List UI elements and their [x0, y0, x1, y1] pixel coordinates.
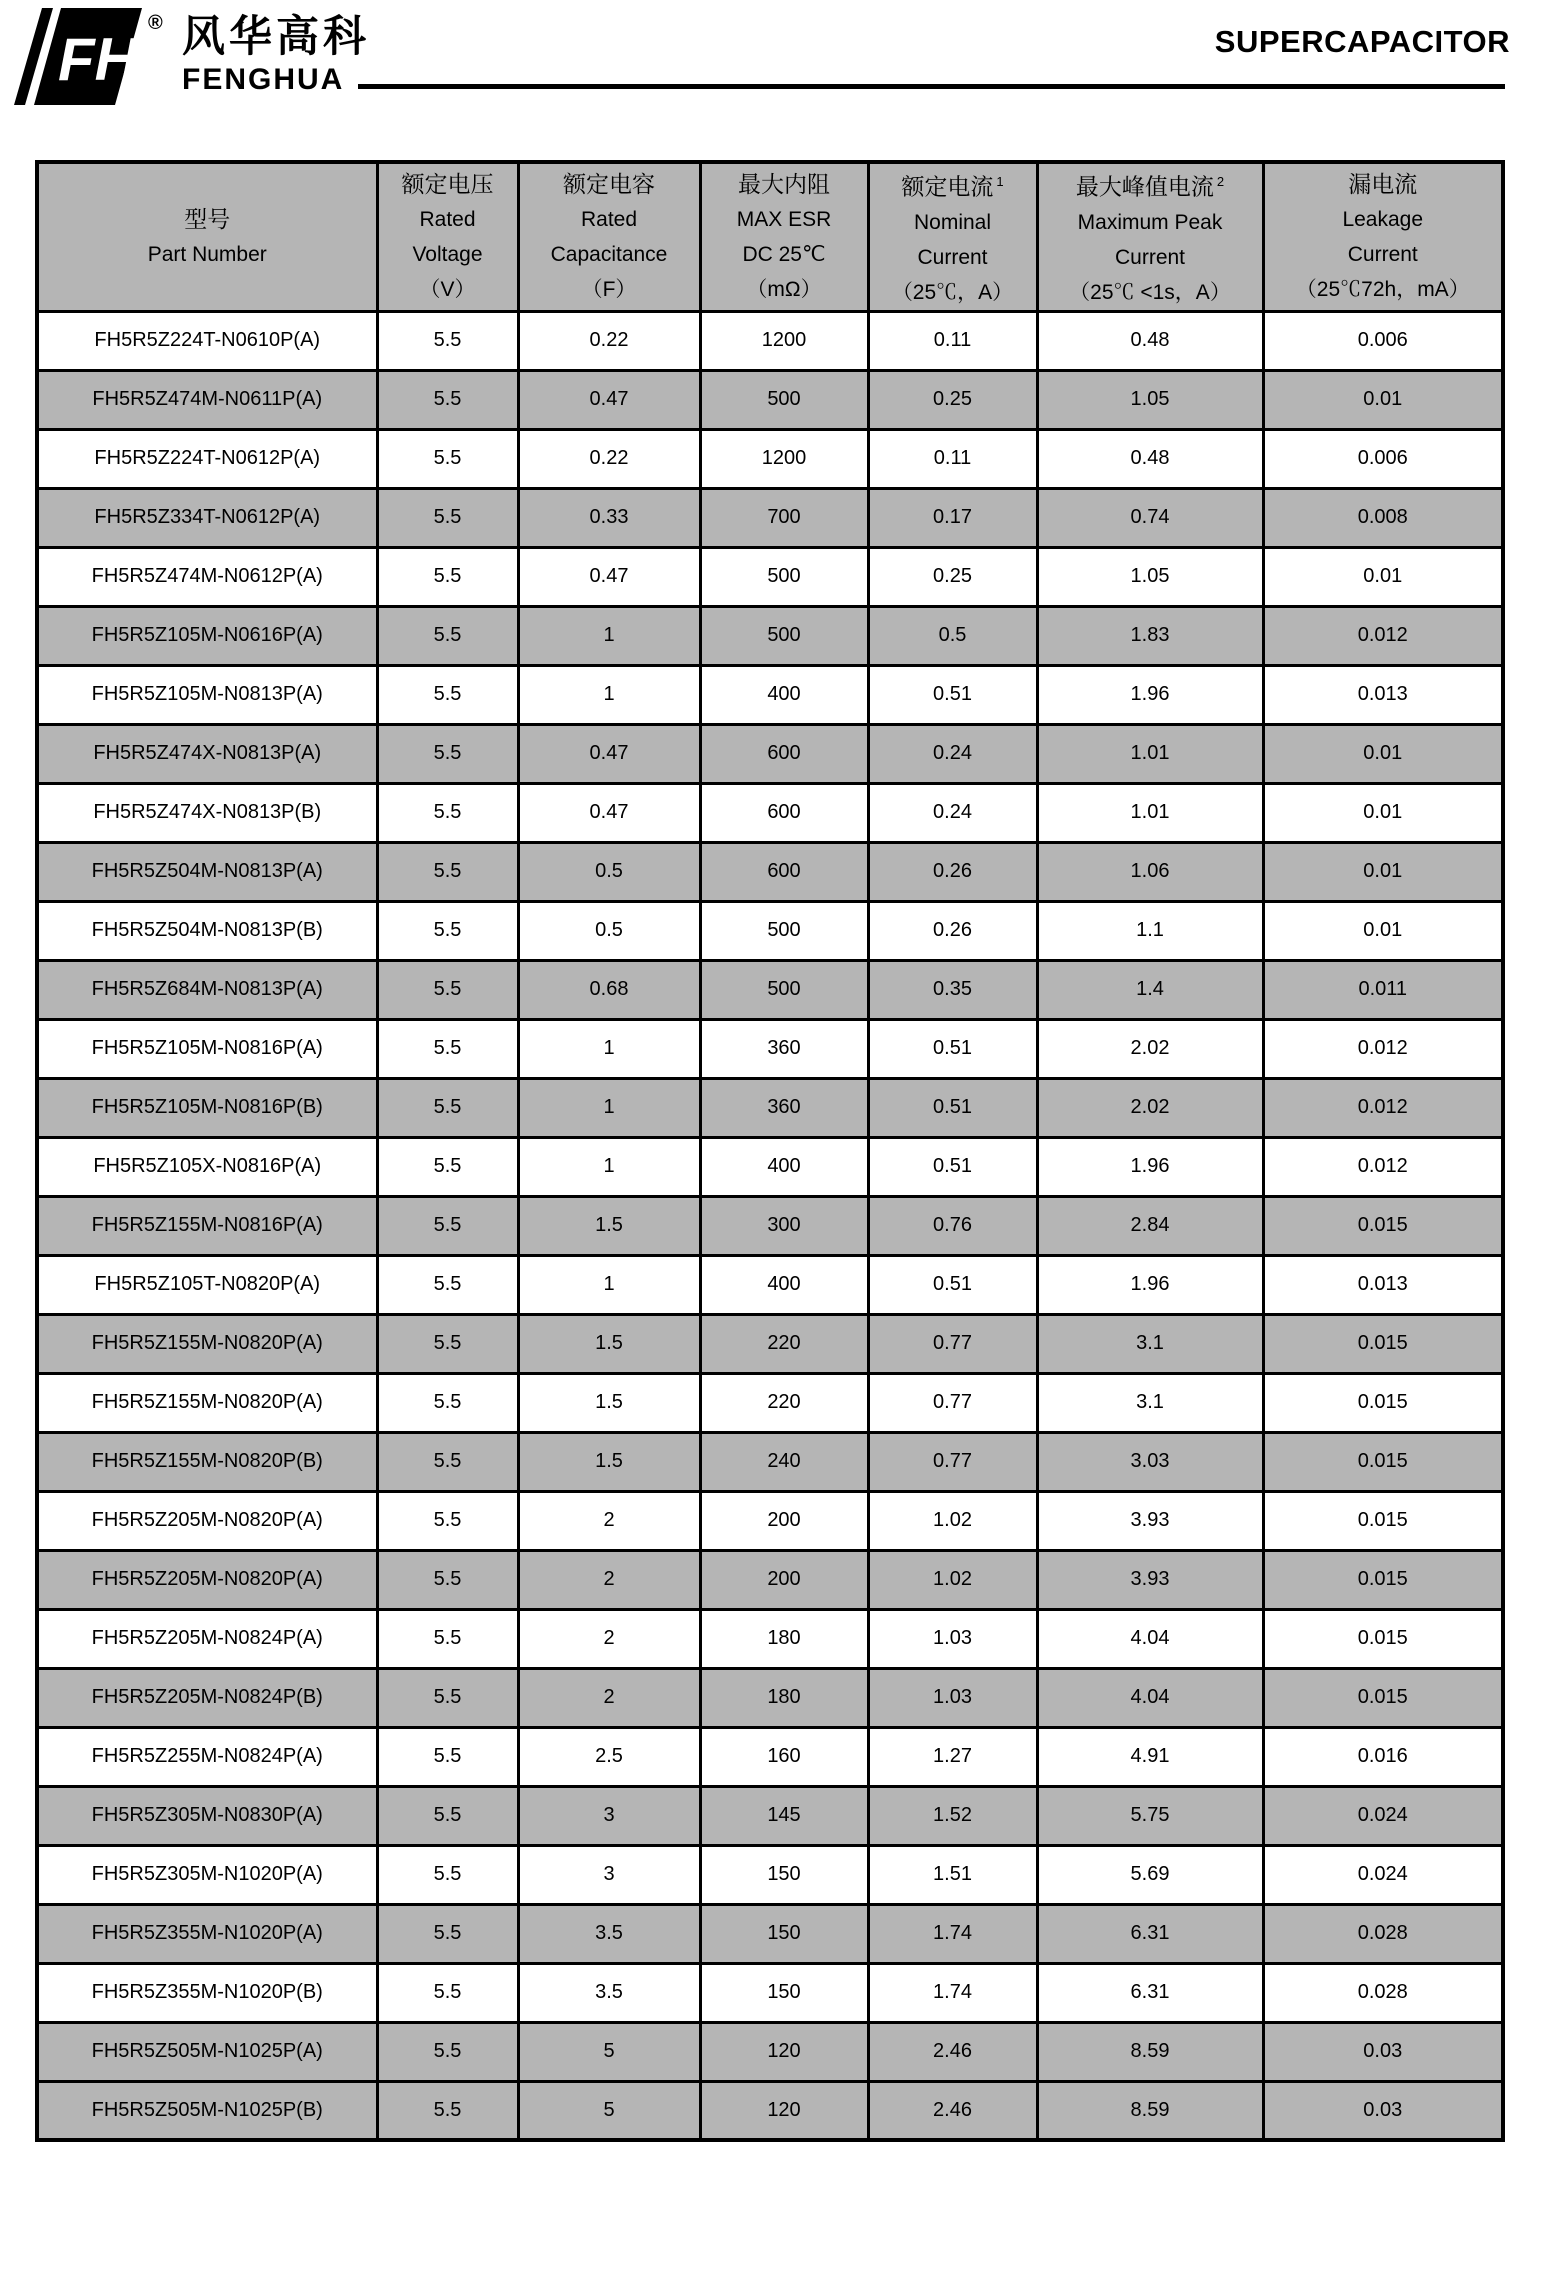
table-row — [37, 783, 1503, 842]
value-cell-max-peak-current: 4.04 — [1037, 1668, 1263, 1727]
value-cell-nominal-current: 0.24 — [868, 783, 1037, 842]
value-cell-nominal-current: 2.46 — [868, 2022, 1037, 2081]
part-number-cell: FH5R5Z474M-N0612P(A) — [37, 547, 377, 606]
value-cell-leakage-current: 0.015 — [1263, 1668, 1503, 1727]
value-cell-rated-voltage: 5.5 — [377, 1019, 518, 1078]
value-cell-leakage-current: 0.015 — [1263, 1432, 1503, 1491]
value-cell-max-peak-current: 3.93 — [1037, 1491, 1263, 1550]
value-cell-rated-voltage: 5.5 — [377, 901, 518, 960]
value-cell-leakage-current: 0.013 — [1263, 1255, 1503, 1314]
value-cell-rated-capacitance: 1.5 — [518, 1314, 700, 1373]
part-number-cell: FH5R5Z105X-N0816P(A) — [37, 1137, 377, 1196]
value-cell-leakage-current: 0.015 — [1263, 1196, 1503, 1255]
header-divider-rule — [358, 84, 1505, 89]
value-cell-nominal-current: 0.76 — [868, 1196, 1037, 1255]
value-cell-max-peak-current: 3.03 — [1037, 1432, 1263, 1491]
value-cell-max-peak-current: 3.1 — [1037, 1373, 1263, 1432]
brand-text — [182, 12, 370, 97]
table-row — [37, 1373, 1503, 1432]
value-cell-rated-voltage: 5.5 — [377, 1786, 518, 1845]
value-cell-max-esr: 360 — [700, 1078, 868, 1137]
value-cell-leakage-current: 0.015 — [1263, 1314, 1503, 1373]
table-row — [37, 606, 1503, 665]
value-cell-leakage-current: 0.011 — [1263, 960, 1503, 1019]
part-number-cell: FH5R5Z505M-N1025P(B) — [37, 2081, 377, 2140]
value-cell-leakage-current: 0.006 — [1263, 429, 1503, 488]
table-row — [37, 724, 1503, 783]
table-header — [37, 162, 1503, 311]
value-cell-max-esr: 700 — [700, 488, 868, 547]
part-number-cell: FH5R5Z155M-N0820P(A) — [37, 1373, 377, 1432]
table-row — [37, 1019, 1503, 1078]
value-cell-max-peak-current: 1.1 — [1037, 901, 1263, 960]
value-cell-leakage-current: 0.006 — [1263, 311, 1503, 370]
value-cell-leakage-current: 0.01 — [1263, 783, 1503, 842]
value-cell-leakage-current: 0.01 — [1263, 547, 1503, 606]
value-cell-rated-capacitance: 2 — [518, 1668, 700, 1727]
logo-monogram-text: FH — [58, 26, 138, 93]
value-cell-leakage-current: 0.012 — [1263, 1137, 1503, 1196]
value-cell-rated-capacitance: 2 — [518, 1491, 700, 1550]
column-header-rated-voltage: 额定电压 Rated Voltage （V） — [377, 162, 518, 311]
value-cell-max-esr: 1200 — [700, 311, 868, 370]
fenghua-logo-mark — [12, 8, 142, 106]
value-cell-max-esr: 500 — [700, 960, 868, 1019]
value-cell-rated-voltage: 5.5 — [377, 842, 518, 901]
part-number-cell: FH5R5Z105M-N0813P(A) — [37, 665, 377, 724]
value-cell-max-esr: 600 — [700, 783, 868, 842]
column-header-leakage-current: 漏电流 Leakage Current （25℃72h，mA） — [1263, 162, 1503, 311]
value-cell-max-esr: 500 — [700, 901, 868, 960]
value-cell-rated-voltage: 5.5 — [377, 1491, 518, 1550]
value-cell-rated-capacitance: 3 — [518, 1786, 700, 1845]
value-cell-max-peak-current: 1.06 — [1037, 842, 1263, 901]
value-cell-rated-capacitance: 1 — [518, 1137, 700, 1196]
value-cell-rated-voltage: 5.5 — [377, 311, 518, 370]
value-cell-leakage-current: 0.01 — [1263, 901, 1503, 960]
value-cell-max-peak-current: 5.75 — [1037, 1786, 1263, 1845]
value-cell-nominal-current: 1.74 — [868, 1904, 1037, 1963]
value-cell-max-esr: 150 — [700, 1963, 868, 2022]
table-row — [37, 429, 1503, 488]
value-cell-max-peak-current: 2.02 — [1037, 1078, 1263, 1137]
part-number-cell: FH5R5Z224T-N0612P(A) — [37, 429, 377, 488]
value-cell-nominal-current: 0.77 — [868, 1314, 1037, 1373]
value-cell-rated-capacitance: 2 — [518, 1550, 700, 1609]
value-cell-rated-capacitance: 1.5 — [518, 1196, 700, 1255]
table-header-row — [37, 162, 1503, 311]
value-cell-max-peak-current: 2.84 — [1037, 1196, 1263, 1255]
value-cell-rated-capacitance: 1 — [518, 1078, 700, 1137]
value-cell-rated-voltage: 5.5 — [377, 370, 518, 429]
value-cell-nominal-current: 1.03 — [868, 1609, 1037, 1668]
value-cell-max-peak-current: 1.01 — [1037, 783, 1263, 842]
value-cell-max-esr: 500 — [700, 370, 868, 429]
page-title: SUPERCAPACITOR — [1214, 24, 1510, 59]
value-cell-max-esr: 150 — [700, 1904, 868, 1963]
value-cell-rated-capacitance: 0.47 — [518, 783, 700, 842]
value-cell-rated-voltage: 5.5 — [377, 1550, 518, 1609]
value-cell-max-esr: 160 — [700, 1727, 868, 1786]
table-row — [37, 1609, 1503, 1668]
value-cell-max-esr: 200 — [700, 1491, 868, 1550]
table-row — [37, 665, 1503, 724]
value-cell-nominal-current: 1.27 — [868, 1727, 1037, 1786]
value-cell-rated-capacitance: 2.5 — [518, 1727, 700, 1786]
value-cell-max-peak-current: 3.93 — [1037, 1550, 1263, 1609]
fenghua-logo — [12, 6, 442, 114]
value-cell-max-esr: 120 — [700, 2081, 868, 2140]
value-cell-leakage-current: 0.024 — [1263, 1786, 1503, 1845]
column-header-max-peak-current: 最大峰值电流 $^2$ Maximum Peak Current （25℃ <1s，A） — [1037, 162, 1263, 311]
value-cell-nominal-current: 0.26 — [868, 901, 1037, 960]
value-cell-nominal-current: 0.51 — [868, 1078, 1037, 1137]
column-header-max-esr: 最大内阻 MAX ESR DC 25℃ （mΩ） — [700, 162, 868, 311]
value-cell-max-peak-current: 0.48 — [1037, 311, 1263, 370]
table-row — [37, 1727, 1503, 1786]
part-number-cell: FH5R5Z105M-N0816P(A) — [37, 1019, 377, 1078]
value-cell-nominal-current: 0.51 — [868, 665, 1037, 724]
value-cell-rated-voltage: 5.5 — [377, 1314, 518, 1373]
value-cell-rated-capacitance: 1 — [518, 1019, 700, 1078]
value-cell-max-esr: 220 — [700, 1314, 868, 1373]
part-number-cell: FH5R5Z474X-N0813P(A) — [37, 724, 377, 783]
value-cell-nominal-current: 0.51 — [868, 1255, 1037, 1314]
value-cell-leakage-current: 0.03 — [1263, 2081, 1503, 2140]
table-row — [37, 1491, 1503, 1550]
value-cell-max-peak-current: 1.05 — [1037, 547, 1263, 606]
value-cell-nominal-current: 2.46 — [868, 2081, 1037, 2140]
part-number-cell: FH5R5Z334T-N0612P(A) — [37, 488, 377, 547]
value-cell-rated-capacitance: 5 — [518, 2022, 700, 2081]
part-number-cell: FH5R5Z155M-N0816P(A) — [37, 1196, 377, 1255]
value-cell-rated-voltage: 5.5 — [377, 1609, 518, 1668]
value-cell-nominal-current: 1.02 — [868, 1550, 1037, 1609]
value-cell-leakage-current: 0.012 — [1263, 606, 1503, 665]
table-row — [37, 901, 1503, 960]
value-cell-leakage-current: 0.01 — [1263, 370, 1503, 429]
value-cell-max-esr: 400 — [700, 1137, 868, 1196]
table-row — [37, 842, 1503, 901]
value-cell-rated-capacitance: 0.47 — [518, 547, 700, 606]
value-cell-max-esr: 200 — [700, 1550, 868, 1609]
value-cell-rated-capacitance: 0.33 — [518, 488, 700, 547]
value-cell-max-esr: 180 — [700, 1668, 868, 1727]
part-number-cell: FH5R5Z205M-N0824P(B) — [37, 1668, 377, 1727]
value-cell-max-peak-current: 1.96 — [1037, 1137, 1263, 1196]
value-cell-rated-voltage: 5.5 — [377, 547, 518, 606]
table-row — [37, 488, 1503, 547]
table-row — [37, 1963, 1503, 2022]
value-cell-max-peak-current: 0.48 — [1037, 429, 1263, 488]
part-number-cell: FH5R5Z474M-N0611P(A) — [37, 370, 377, 429]
value-cell-max-esr: 145 — [700, 1786, 868, 1845]
value-cell-max-peak-current: 0.74 — [1037, 488, 1263, 547]
part-number-cell: FH5R5Z155M-N0820P(B) — [37, 1432, 377, 1491]
brand-name-chinese: 风华高科 — [182, 13, 370, 61]
table-row — [37, 1255, 1503, 1314]
column-header-nominal-current: 额定电流 $^1$ Nominal Current （25℃，A） — [868, 162, 1037, 311]
table-row — [37, 311, 1503, 370]
value-cell-max-esr: 120 — [700, 2022, 868, 2081]
value-cell-leakage-current: 0.03 — [1263, 2022, 1503, 2081]
part-number-cell: FH5R5Z224T-N0610P(A) — [37, 311, 377, 370]
brand-name-latin: FENGHUA — [182, 63, 345, 96]
value-cell-rated-voltage: 5.5 — [377, 1904, 518, 1963]
value-cell-rated-voltage: 5.5 — [377, 1432, 518, 1491]
value-cell-nominal-current: 0.51 — [868, 1137, 1037, 1196]
value-cell-max-esr: 600 — [700, 724, 868, 783]
value-cell-rated-capacitance: 1 — [518, 1255, 700, 1314]
page-header — [0, 0, 1543, 160]
table-row — [37, 960, 1503, 1019]
value-cell-max-esr: 240 — [700, 1432, 868, 1491]
value-cell-rated-capacitance: 5 — [518, 2081, 700, 2140]
value-cell-rated-capacitance: 0.47 — [518, 370, 700, 429]
part-number-cell: FH5R5Z474X-N0813P(B) — [37, 783, 377, 842]
value-cell-rated-voltage: 5.5 — [377, 2022, 518, 2081]
value-cell-leakage-current: 0.01 — [1263, 842, 1503, 901]
value-cell-rated-voltage: 5.5 — [377, 606, 518, 665]
table-row — [37, 1196, 1503, 1255]
value-cell-rated-voltage: 5.5 — [377, 1373, 518, 1432]
value-cell-leakage-current: 0.012 — [1263, 1019, 1503, 1078]
value-cell-rated-voltage: 5.5 — [377, 1727, 518, 1786]
value-cell-nominal-current: 0.5 — [868, 606, 1037, 665]
value-cell-nominal-current: 0.17 — [868, 488, 1037, 547]
value-cell-max-esr: 500 — [700, 606, 868, 665]
value-cell-rated-capacitance: 3 — [518, 1845, 700, 1904]
table-row — [37, 2022, 1503, 2081]
value-cell-max-peak-current: 4.91 — [1037, 1727, 1263, 1786]
value-cell-max-peak-current: 1.4 — [1037, 960, 1263, 1019]
value-cell-rated-voltage: 5.5 — [377, 1196, 518, 1255]
table-row — [37, 1550, 1503, 1609]
table-row — [37, 1314, 1503, 1373]
value-cell-nominal-current: 0.35 — [868, 960, 1037, 1019]
table-row — [37, 1668, 1503, 1727]
value-cell-leakage-current: 0.008 — [1263, 488, 1503, 547]
value-cell-max-peak-current: 1.96 — [1037, 665, 1263, 724]
table-row — [37, 1137, 1503, 1196]
part-number-cell: FH5R5Z355M-N1020P(B) — [37, 1963, 377, 2022]
value-cell-max-peak-current: 1.01 — [1037, 724, 1263, 783]
part-number-cell: FH5R5Z155M-N0820P(A) — [37, 1314, 377, 1373]
table-row — [37, 1432, 1503, 1491]
value-cell-max-esr: 1200 — [700, 429, 868, 488]
value-cell-nominal-current: 0.11 — [868, 429, 1037, 488]
value-cell-max-esr: 150 — [700, 1845, 868, 1904]
value-cell-nominal-current: 0.51 — [868, 1019, 1037, 1078]
value-cell-max-peak-current: 8.59 — [1037, 2081, 1263, 2140]
value-cell-rated-voltage: 5.5 — [377, 1845, 518, 1904]
table-row — [37, 2081, 1503, 2140]
value-cell-max-peak-current: 6.31 — [1037, 1963, 1263, 2022]
value-cell-nominal-current: 0.77 — [868, 1432, 1037, 1491]
value-cell-rated-capacitance: 1 — [518, 665, 700, 724]
value-cell-max-esr: 180 — [700, 1609, 868, 1668]
value-cell-rated-voltage: 5.5 — [377, 1078, 518, 1137]
column-header-part-number: 型号 Part Number — [37, 162, 377, 311]
value-cell-rated-capacitance: 2 — [518, 1609, 700, 1668]
table-row — [37, 1078, 1503, 1137]
value-cell-max-peak-current: 5.69 — [1037, 1845, 1263, 1904]
spec-table — [35, 160, 1505, 2142]
value-cell-rated-capacitance: 3.5 — [518, 1963, 700, 2022]
value-cell-nominal-current: 1.03 — [868, 1668, 1037, 1727]
part-number-cell: FH5R5Z305M-N1020P(A) — [37, 1845, 377, 1904]
value-cell-max-peak-current: 1.05 — [1037, 370, 1263, 429]
value-cell-rated-capacitance: 0.68 — [518, 960, 700, 1019]
value-cell-max-peak-current: 1.96 — [1037, 1255, 1263, 1314]
value-cell-max-esr: 220 — [700, 1373, 868, 1432]
value-cell-rated-capacitance: 0.5 — [518, 901, 700, 960]
registered-mark-icon: ® — [148, 12, 163, 34]
value-cell-leakage-current: 0.013 — [1263, 665, 1503, 724]
value-cell-max-esr: 300 — [700, 1196, 868, 1255]
value-cell-rated-capacitance: 0.22 — [518, 311, 700, 370]
value-cell-rated-voltage: 5.5 — [377, 1255, 518, 1314]
value-cell-leakage-current: 0.015 — [1263, 1550, 1503, 1609]
part-number-cell: FH5R5Z255M-N0824P(A) — [37, 1727, 377, 1786]
value-cell-rated-voltage: 5.5 — [377, 1137, 518, 1196]
value-cell-leakage-current: 0.028 — [1263, 1963, 1503, 2022]
part-number-cell: FH5R5Z355M-N1020P(A) — [37, 1904, 377, 1963]
value-cell-rated-voltage: 5.5 — [377, 1668, 518, 1727]
value-cell-rated-voltage: 5.5 — [377, 2081, 518, 2140]
value-cell-rated-capacitance: 1.5 — [518, 1373, 700, 1432]
value-cell-max-esr: 400 — [700, 665, 868, 724]
part-number-cell: FH5R5Z684M-N0813P(A) — [37, 960, 377, 1019]
value-cell-leakage-current: 0.015 — [1263, 1491, 1503, 1550]
table-row — [37, 547, 1503, 606]
value-cell-leakage-current: 0.012 — [1263, 1078, 1503, 1137]
table-row — [37, 1786, 1503, 1845]
value-cell-rated-voltage: 5.5 — [377, 724, 518, 783]
value-cell-nominal-current: 0.25 — [868, 370, 1037, 429]
value-cell-max-esr: 400 — [700, 1255, 868, 1314]
value-cell-leakage-current: 0.015 — [1263, 1373, 1503, 1432]
value-cell-rated-voltage: 5.5 — [377, 665, 518, 724]
value-cell-rated-voltage: 5.5 — [377, 488, 518, 547]
value-cell-max-esr: 600 — [700, 842, 868, 901]
value-cell-rated-voltage: 5.5 — [377, 960, 518, 1019]
part-number-cell: FH5R5Z505M-N1025P(A) — [37, 2022, 377, 2081]
part-number-cell: FH5R5Z105M-N0616P(A) — [37, 606, 377, 665]
column-header-rated-capacitance: 额定电容 Rated Capacitance （F） — [518, 162, 700, 311]
value-cell-nominal-current: 0.25 — [868, 547, 1037, 606]
part-number-cell: FH5R5Z205M-N0824P(A) — [37, 1609, 377, 1668]
part-number-cell: FH5R5Z205M-N0820P(A) — [37, 1550, 377, 1609]
table-row — [37, 370, 1503, 429]
value-cell-max-peak-current: 8.59 — [1037, 2022, 1263, 2081]
part-number-cell: FH5R5Z205M-N0820P(A) — [37, 1491, 377, 1550]
value-cell-leakage-current: 0.01 — [1263, 724, 1503, 783]
part-number-cell: FH5R5Z105T-N0820P(A) — [37, 1255, 377, 1314]
value-cell-nominal-current: 1.51 — [868, 1845, 1037, 1904]
value-cell-nominal-current: 1.74 — [868, 1963, 1037, 2022]
value-cell-leakage-current: 0.024 — [1263, 1845, 1503, 1904]
value-cell-nominal-current: 1.02 — [868, 1491, 1037, 1550]
part-number-cell: FH5R5Z504M-N0813P(B) — [37, 901, 377, 960]
value-cell-nominal-current: 0.77 — [868, 1373, 1037, 1432]
value-cell-nominal-current: 0.26 — [868, 842, 1037, 901]
value-cell-leakage-current: 0.016 — [1263, 1727, 1503, 1786]
value-cell-max-peak-current: 1.83 — [1037, 606, 1263, 665]
value-cell-max-peak-current: 3.1 — [1037, 1314, 1263, 1373]
value-cell-max-peak-current: 4.04 — [1037, 1609, 1263, 1668]
value-cell-rated-capacitance: 3.5 — [518, 1904, 700, 1963]
value-cell-rated-capacitance: 0.5 — [518, 842, 700, 901]
value-cell-nominal-current: 0.11 — [868, 311, 1037, 370]
value-cell-nominal-current: 0.24 — [868, 724, 1037, 783]
value-cell-max-peak-current: 6.31 — [1037, 1904, 1263, 1963]
table-body — [37, 311, 1503, 2140]
value-cell-max-esr: 500 — [700, 547, 868, 606]
part-number-cell: FH5R5Z105M-N0816P(B) — [37, 1078, 377, 1137]
part-number-cell: FH5R5Z305M-N0830P(A) — [37, 1786, 377, 1845]
part-number-cell: FH5R5Z504M-N0813P(A) — [37, 842, 377, 901]
value-cell-rated-voltage: 5.5 — [377, 429, 518, 488]
value-cell-rated-capacitance: 1 — [518, 606, 700, 665]
table-row — [37, 1904, 1503, 1963]
value-cell-leakage-current: 0.015 — [1263, 1609, 1503, 1668]
value-cell-nominal-current: 1.52 — [868, 1786, 1037, 1845]
value-cell-rated-voltage: 5.5 — [377, 783, 518, 842]
value-cell-leakage-current: 0.028 — [1263, 1904, 1503, 1963]
value-cell-rated-capacitance: 0.47 — [518, 724, 700, 783]
value-cell-rated-capacitance: 1.5 — [518, 1432, 700, 1491]
table-row — [37, 1845, 1503, 1904]
value-cell-rated-capacitance: 0.22 — [518, 429, 700, 488]
value-cell-max-peak-current: 2.02 — [1037, 1019, 1263, 1078]
value-cell-max-esr: 360 — [700, 1019, 868, 1078]
value-cell-rated-voltage: 5.5 — [377, 1963, 518, 2022]
